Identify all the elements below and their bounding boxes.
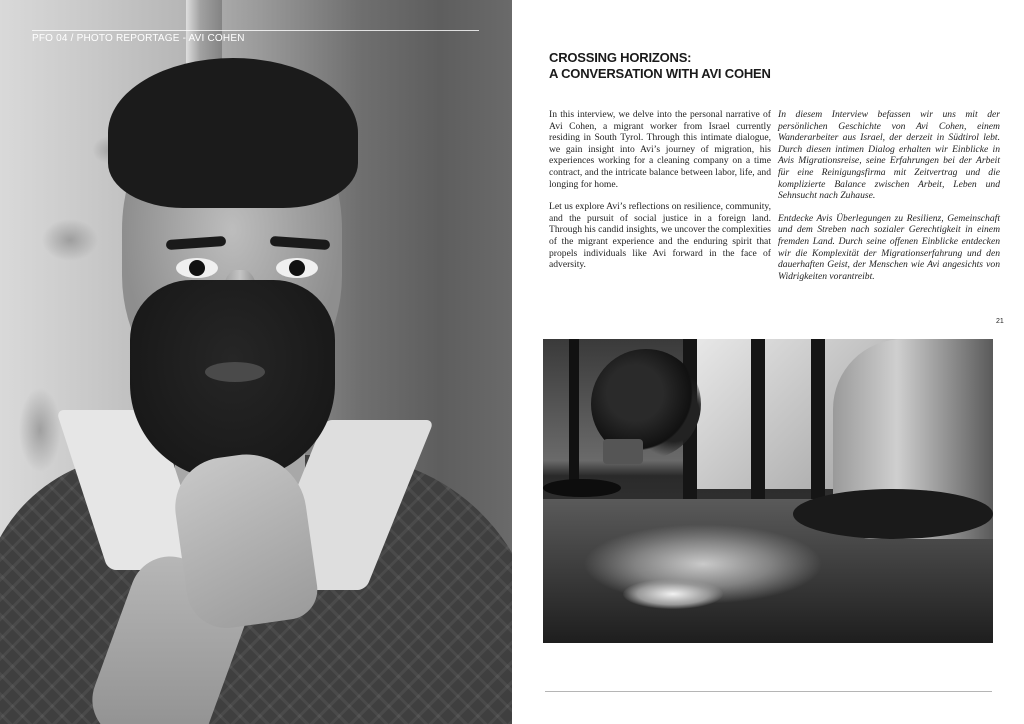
german-column <box>778 109 1000 293</box>
article-title-line-1: CROSSING HORIZONS: <box>549 50 692 65</box>
window-frame <box>751 339 765 509</box>
english-paragraph: Let us explore Avi’s reflections on resilience, community, and the pursuit of social justice in a foreign land. Through his candid insights, we uncover the complexities of the migrant experience and the enduring spirit that propels individuals like Avi forward in the face of adversity. <box>549 201 771 271</box>
english-column <box>549 109 771 282</box>
page-number: 21 <box>996 318 1004 325</box>
footer-rule <box>545 691 992 692</box>
window-frame <box>811 339 825 509</box>
german-paragraph: Entdecke Avis Überlegungen zu Resilienz, Gemeinschaft und dem Streben nach sozialer Gerechtigkeit in einem fremden Land. Durch seine offenen Einblicke entdecken wir die Komplexität der Migrationserfahrung und den dauerhaften Geist, der Menschen wie Avi angesichts von Widrigkeiten vorantreibt. <box>778 212 1000 282</box>
english-paragraph: In this interview, we delve into the personal narrative of Avi Cohen, a migrant worker from Israel currently residing in South Tyrol. Through this intimate dialogue, we gain insight into Avi’s journey of migration, his experiences working for a cleaning company on a time contract, and the intricate balance between labor, life, and longing for home. <box>549 109 771 190</box>
table-leg <box>569 339 579 489</box>
article-title <box>549 50 771 82</box>
plant-pot <box>603 439 643 464</box>
header-rule <box>32 30 479 31</box>
cleaning-scene-photo <box>543 339 993 643</box>
german-paragraph: In diesem Interview befassen wir uns mit der persönlichen Geschichte von Avi Cohen, einem Wanderarbeiter aus Israel, der derzeit in Südtirol lebt. Durch diesen intimen Dialog erhalten wir Einblicke in Avis Migrationsreise, seine Erfahrungen bei der Arbeit für eine Reinigungsfirma mit Zeitvertrag und die komplizierte Balance zwischen Arbeit, Leben und Sehnsucht nach Zuhause. <box>778 109 1000 202</box>
water-reflection <box>623 579 723 609</box>
hair <box>108 58 358 208</box>
table-base <box>543 479 621 497</box>
eye-left <box>176 258 218 278</box>
article-title-line-2: A CONVERSATION WITH AVI COHEN <box>549 66 771 81</box>
mouth <box>205 362 265 382</box>
cleaning-machine-base <box>793 489 993 539</box>
section-header-label: PFO 04 / PHOTO REPORTAGE - AVI COHEN <box>32 33 245 44</box>
eye-right <box>276 258 318 278</box>
